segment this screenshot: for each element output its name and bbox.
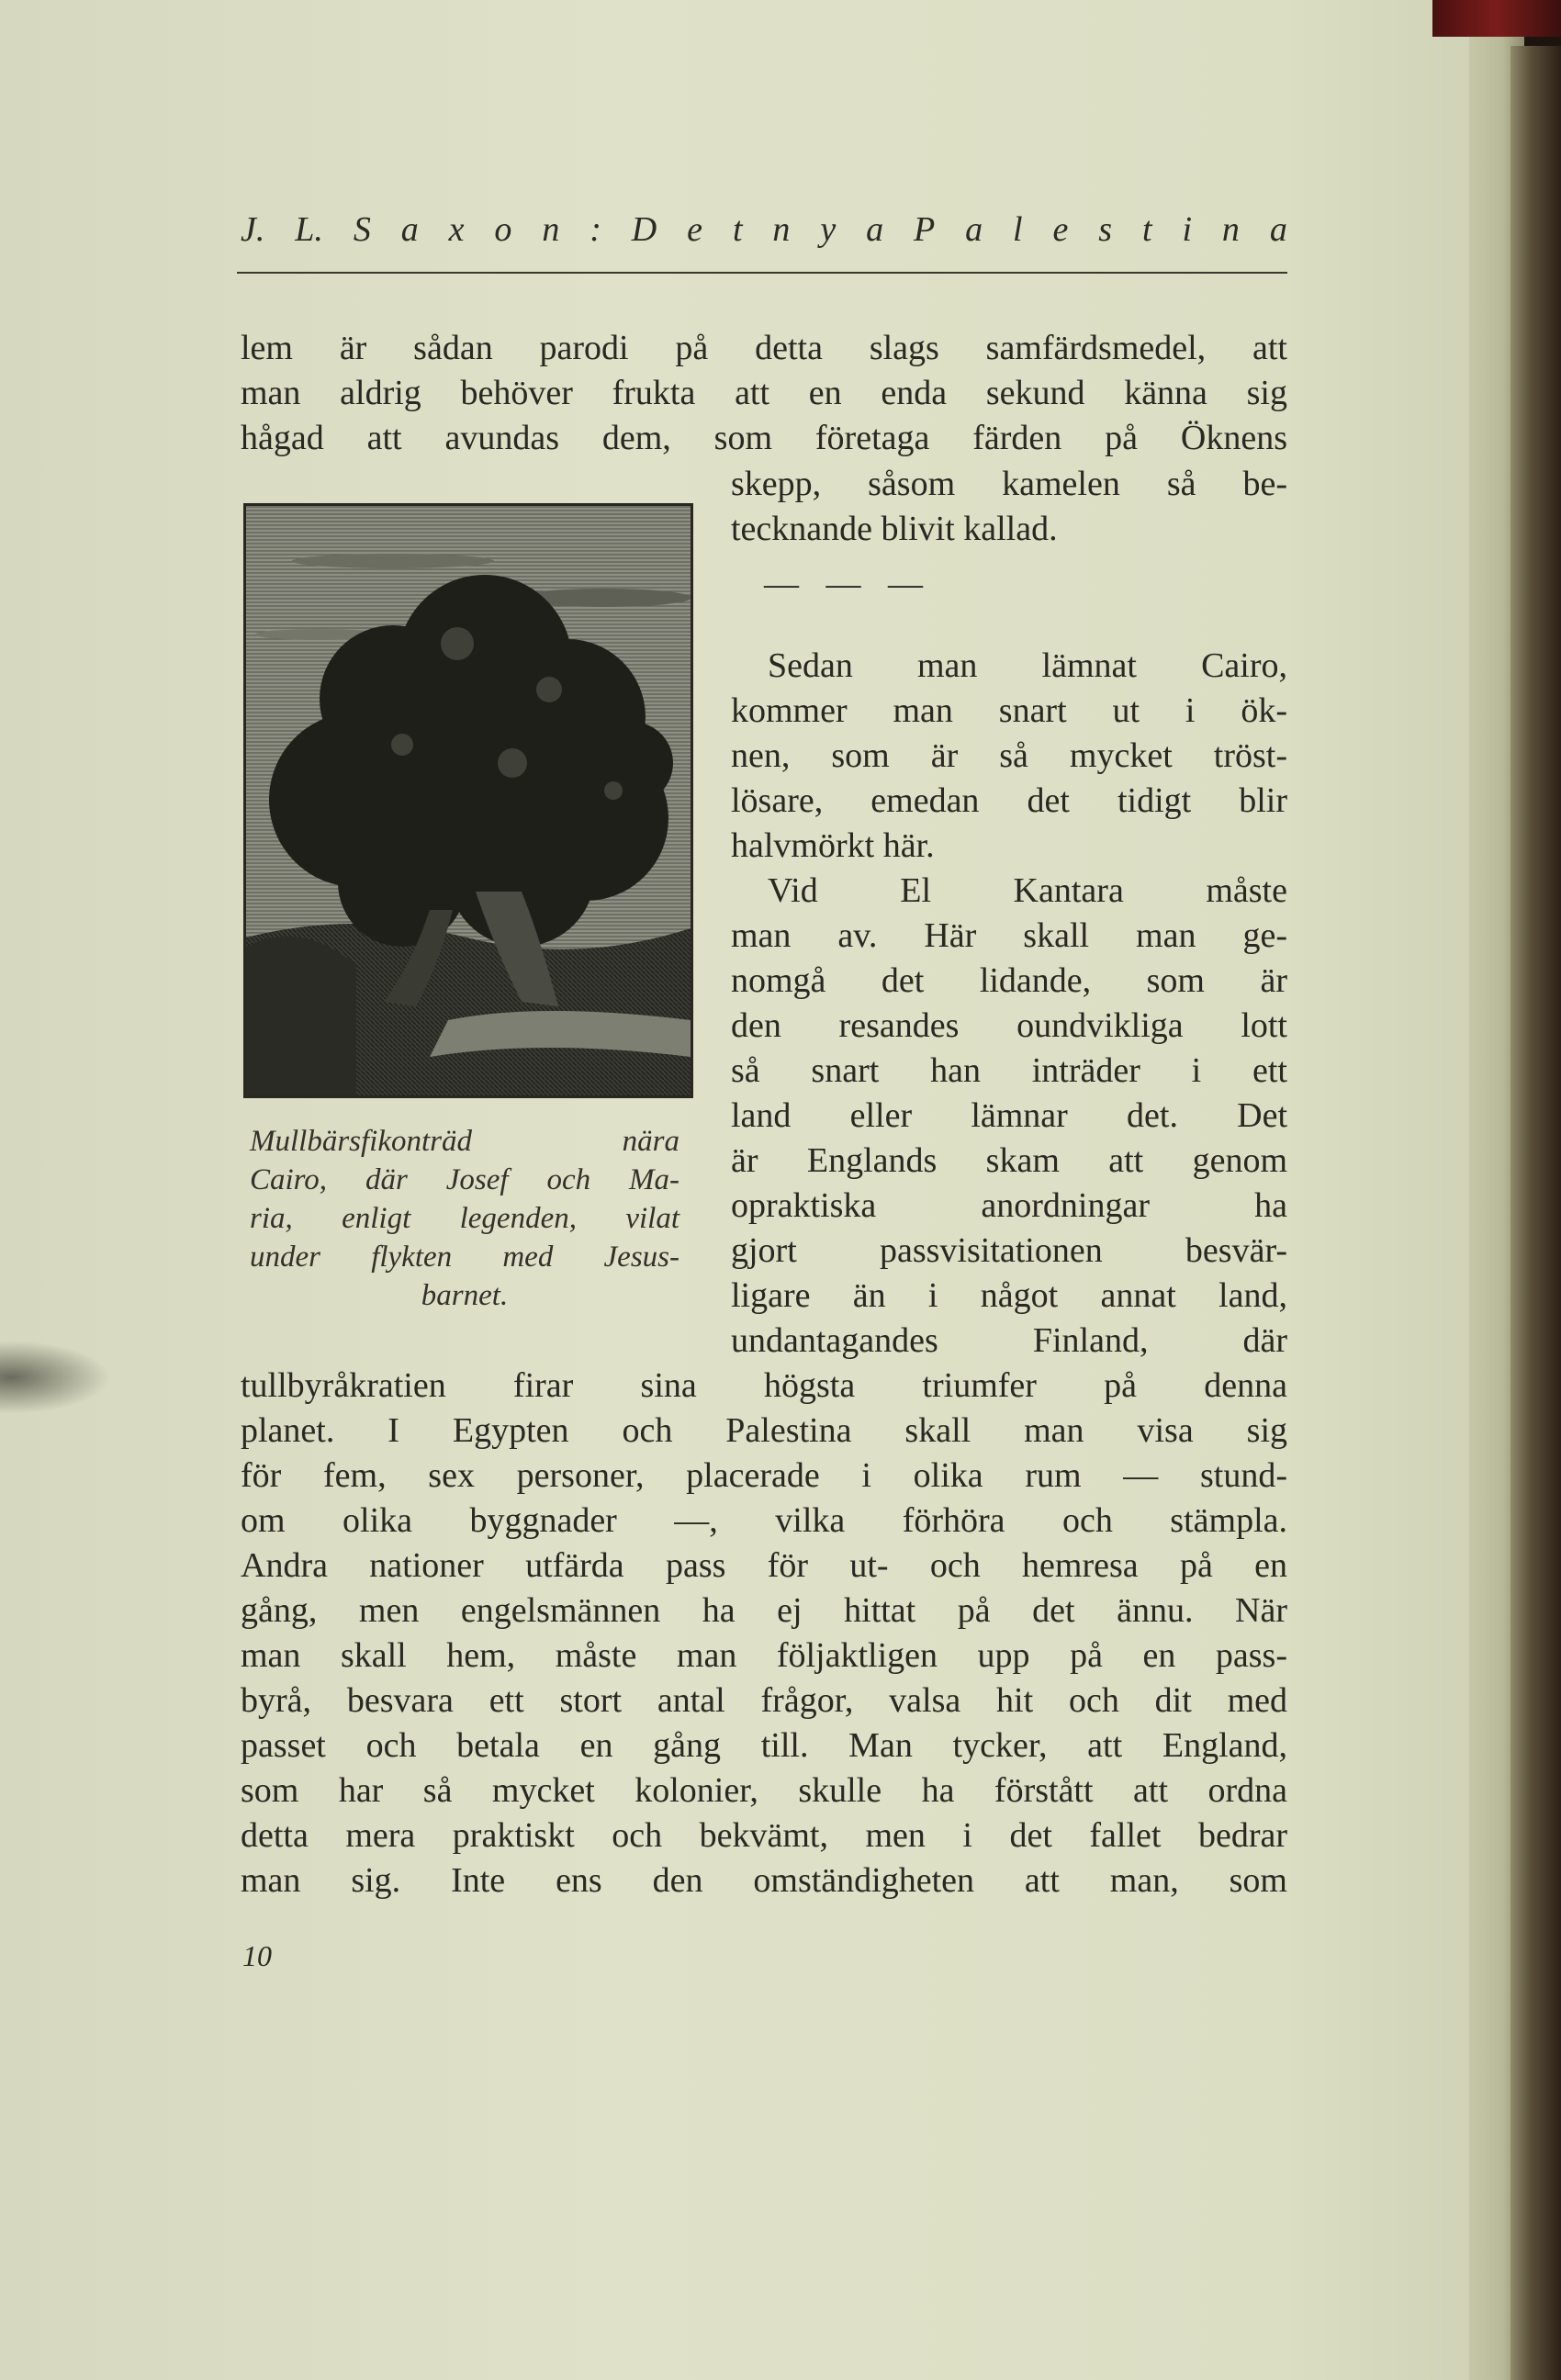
- text-line: planet. I Egypten och Palestina skall man visa sig: [241, 1411, 1287, 1450]
- header-rule: [237, 272, 1287, 274]
- header-title-8: a: [965, 210, 983, 249]
- text-line: tecknande blivit kallad.: [731, 510, 1058, 548]
- book-binding-edge: [1510, 46, 1561, 2380]
- header-author-8: :: [590, 210, 601, 249]
- header-title-6: a: [866, 210, 884, 249]
- header-title-7: P: [914, 210, 936, 249]
- caption-line: Cairo, där Josef och Ma-: [250, 1163, 679, 1196]
- text-line: den resandes oundvikliga lott: [731, 1006, 1287, 1045]
- text-line: om olika byggnader —, vilka förhöra och stämpla.: [241, 1501, 1287, 1540]
- text-line: man av. Här skall man ge-: [731, 916, 1287, 955]
- text-line: lem är sådan parodi på detta slags samfärdsmedel, att: [241, 329, 1287, 367]
- header-author-1: J.: [241, 210, 265, 249]
- text-line: byrå, besvara ett stort antal frågor, valsa hit och dit med: [241, 1681, 1287, 1720]
- book-cover-edge: [1432, 0, 1561, 37]
- text-line: man skall hem, måste man följaktligen upp på en pass-: [241, 1636, 1287, 1675]
- header-title-1: D: [631, 210, 657, 249]
- text-line: Sedan man lämnat Cairo,: [768, 646, 1287, 685]
- caption-line: ria, enligt legenden, vilat: [250, 1202, 679, 1235]
- header-title-2: e: [687, 210, 703, 249]
- text-line: passet och betala en gång till. Man tycker, att England,: [241, 1726, 1287, 1765]
- text-line: undantagandes Finland, där: [731, 1321, 1287, 1360]
- tree-engraving: [243, 503, 693, 1098]
- header-author-6: o: [494, 210, 512, 249]
- caption-line: Mullbärsfikonträd nära: [250, 1125, 679, 1158]
- text-line: Andra nationer utfärda pass för ut- och hemresa på en: [241, 1546, 1287, 1585]
- text-line: Vid El Kantara måste: [768, 871, 1287, 910]
- thumb-shadow: [0, 1341, 110, 1414]
- text-line: ligare än i något annat land,: [731, 1276, 1287, 1315]
- text-line: kommer man snart ut i ök-: [731, 691, 1287, 730]
- caption-line: barnet.: [421, 1279, 509, 1312]
- figure-caption: [250, 1122, 679, 1315]
- text-line: man aldrig behöver frukta att en enda sekund känna sig: [241, 374, 1287, 412]
- header-title-14: n: [1221, 210, 1240, 249]
- header-title-9: l: [1013, 210, 1023, 249]
- header-title-15: a: [1269, 210, 1287, 249]
- text-line: halvmörkt här.: [731, 826, 935, 865]
- header-author-7: n: [542, 210, 560, 249]
- header-title-5: y: [820, 210, 837, 249]
- text-line: nomgå det lidande, som är: [731, 961, 1287, 1000]
- text-line: man sig. Inte ens den omständigheten att man, som: [241, 1861, 1287, 1900]
- text-line: skepp, såsom kamelen så be-: [731, 465, 1287, 503]
- page-number: 10: [242, 1939, 272, 1972]
- text-line: hågad att avundas dem, som företaga färden på Öknens: [241, 419, 1287, 457]
- text-line: land eller lämnar det. Det: [731, 1096, 1287, 1135]
- text-line: detta mera praktiskt och bekvämt, men i det fallet bedrar: [241, 1816, 1287, 1855]
- text-line: är Englands skam att genom: [731, 1141, 1287, 1180]
- text-line: opraktiska anordningar ha: [731, 1186, 1287, 1225]
- caption-line: under flykten med Jesus-: [250, 1241, 679, 1274]
- text-line: så snart han inträder i ett: [731, 1051, 1287, 1090]
- text-line: gång, men engelsmännen ha ej hittat på det ännu. När: [241, 1591, 1287, 1630]
- section-separator: — — —: [764, 565, 932, 603]
- header-title-10: e: [1052, 210, 1069, 249]
- text-line: som har så mycket kolonier, skulle ha förstått att ordna: [241, 1771, 1287, 1810]
- header-title-13: i: [1182, 210, 1193, 249]
- header-author-5: x: [448, 210, 465, 249]
- text-line: lösare, emedan det tidigt blir: [731, 781, 1287, 820]
- header-author-4: a: [400, 210, 419, 249]
- header-title-11: s: [1098, 210, 1113, 249]
- text-line: för fem, sex personer, placerade i olika rum — stund-: [241, 1456, 1287, 1495]
- header-author-2: L.: [295, 210, 323, 249]
- text-line: nen, som är så mycket tröst-: [731, 736, 1287, 775]
- text-line: gjort passvisitationen besvär-: [731, 1231, 1287, 1270]
- header-author-3: S: [353, 210, 371, 249]
- text-line: tullbyråkratien firar sina högsta triumfer på denna: [241, 1366, 1287, 1405]
- header-title-12: t: [1141, 210, 1152, 249]
- tree-engraving-image: [246, 506, 691, 1095]
- running-header: [241, 209, 1287, 264]
- header-title-3: t: [732, 210, 743, 249]
- header-title-4: n: [772, 210, 791, 249]
